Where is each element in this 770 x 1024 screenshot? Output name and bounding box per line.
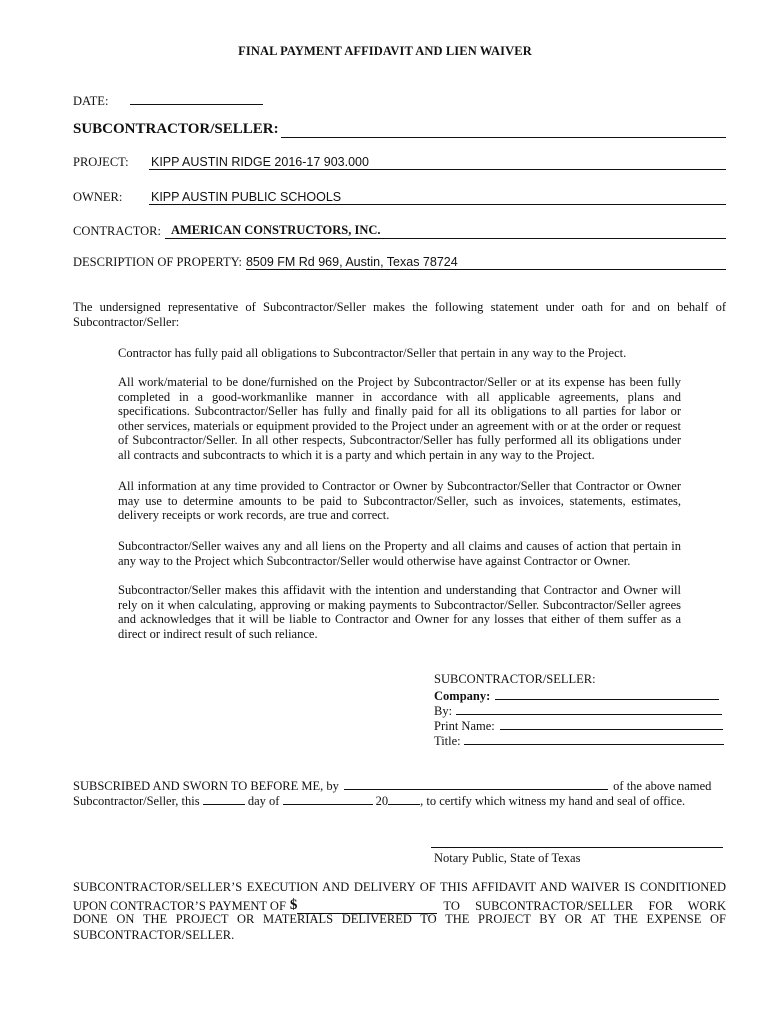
document-title: FINAL PAYMENT AFFIDAVIT AND LIEN WAIVER	[238, 44, 532, 58]
notary-signature-line[interactable]	[431, 847, 723, 848]
property-label: DESCRIPTION OF PROPERTY:	[73, 255, 242, 269]
sworn-text-year-prefix: 20	[375, 794, 389, 808]
final-text-payment-of: UPON CONTRACTOR’S PAYMENT OF	[73, 899, 286, 913]
title-label: Title:	[434, 734, 461, 748]
print-name-field[interactable]	[500, 717, 723, 730]
sworn-text-by: SUBSCRIBED AND SWORN TO BEFORE ME, by	[73, 779, 339, 793]
subcontractor-row	[73, 121, 726, 138]
contractor-value: AMERICAN CONSTRUCTORS, INC.	[170, 223, 381, 237]
intro-paragraph: The undersigned representative of Subcontractor/Seller makes the following statement under oath for and on behalf of Subcontractor/Seller:	[73, 300, 726, 329]
owner-field[interactable]	[149, 190, 726, 205]
date-row	[73, 92, 263, 109]
sworn-text-above-named: of the above named	[613, 779, 712, 793]
date-field[interactable]	[130, 92, 263, 105]
owner-row	[73, 190, 726, 205]
statement-lien-waiver: Subcontractor/Seller waives any and all liens on the Property and all claims and causes of action that pertain in any way to the Project which Subcontractor/Seller would otherwise have against Contractor or Owner.	[118, 539, 681, 568]
project-row	[73, 155, 726, 170]
final-line-1: SUBCONTRACTOR/SELLER’S EXECUTION AND DELIVERY OF THIS AFFIDAVIT AND WAIVER IS CONDITIONED	[73, 880, 726, 894]
project-field[interactable]	[149, 155, 726, 170]
contractor-row	[73, 224, 726, 239]
contractor-label: CONTRACTOR:	[73, 224, 161, 238]
owner-value: KIPP AUSTIN PUBLIC SCHOOLS	[151, 190, 342, 204]
subcontractor-label: SUBCONTRACTOR/SELLER:	[73, 121, 279, 137]
project-value: KIPP AUSTIN RIDGE 2016-17 903.000	[151, 155, 369, 169]
sworn-line-2	[73, 792, 685, 809]
dollar-sign: $	[289, 897, 298, 913]
statement-information-true: All information at any time provided to Contractor or Owner by Subcontractor/Seller that Contractor or Owner may use to determine amounts to be paid to Subcontractor/Seller, such as invoices, statements, estimates, delivery receipts or work records, are true and correct.	[118, 479, 681, 523]
final-text-to-subcontractor: TO SUBCONTRACTOR/SELLER FOR WORK	[443, 899, 726, 913]
by-label: By:	[434, 704, 453, 718]
contractor-field[interactable]	[165, 224, 726, 239]
signature-heading: SUBCONTRACTOR/SELLER:	[434, 672, 596, 686]
property-value: 8509 FM Rd 969, Austin, Texas 78724	[245, 255, 458, 269]
sworn-text-certify: , to certify which witness my hand and seal of office.	[420, 794, 686, 808]
print-name-label: Print Name:	[434, 719, 495, 733]
sworn-name-field[interactable]	[344, 777, 608, 790]
title-row	[434, 732, 724, 749]
property-field[interactable]	[246, 255, 726, 270]
statement-work-completed: All work/material to be done/furnished on the Project by Subcontractor/Seller or at its expense has been fully completed in a good-workmanlike manner in accordance with all applicable agreements, plans and specifications. Subcontractor/Seller has fully and finally paid for all its obligations to all parties for labor or other services, materials or equipment provided to the Project under an agreement with or at the order or request of Subcontractor/Seller. In all other respects, Subcontractor/Seller has fully performed all its obligations under all contracts and subcontracts to which it is a party and which pertain in any way to the Project.	[118, 375, 681, 462]
final-line-4: SUBCONTRACTOR/SELLER.	[73, 928, 235, 942]
company-field[interactable]	[495, 687, 719, 700]
final-line-3: DONE ON THE PROJECT OR MATERIALS DELIVERED TO THE PROJECT BY OR AT THE EXPENSE OF	[73, 912, 726, 926]
by-field[interactable]	[456, 702, 722, 715]
sworn-text-day-of: day of	[247, 794, 280, 808]
statement-paid: Contractor has fully paid all obligations to Subcontractor/Seller that pertain in any way to the Project.	[118, 346, 627, 360]
sworn-day-field[interactable]	[203, 792, 245, 805]
title-field[interactable]	[464, 732, 724, 745]
notary-label: Notary Public, State of Texas	[434, 851, 581, 865]
date-label: DATE:	[73, 94, 109, 108]
sworn-year-field[interactable]	[388, 792, 420, 805]
sworn-text-this: Subcontractor/Seller, this	[73, 794, 200, 808]
statement-reliance: Subcontractor/Seller makes this affidavit with the intention and understanding that Contractor and Owner will rely on it when calculating, approving or making payments to Subcontractor/Seller. Subcontractor/Seller agrees and acknowledges that it will be liable to Contractor and Owner for any losses that either of them suffer as a direct or indirect result of such reliance.	[118, 583, 681, 641]
subcontractor-field[interactable]	[281, 123, 726, 138]
property-row	[73, 255, 726, 270]
sworn-month-field[interactable]	[283, 792, 373, 805]
project-label: PROJECT:	[73, 155, 129, 169]
owner-label: OWNER:	[73, 190, 123, 204]
company-label: Company:	[434, 689, 491, 703]
